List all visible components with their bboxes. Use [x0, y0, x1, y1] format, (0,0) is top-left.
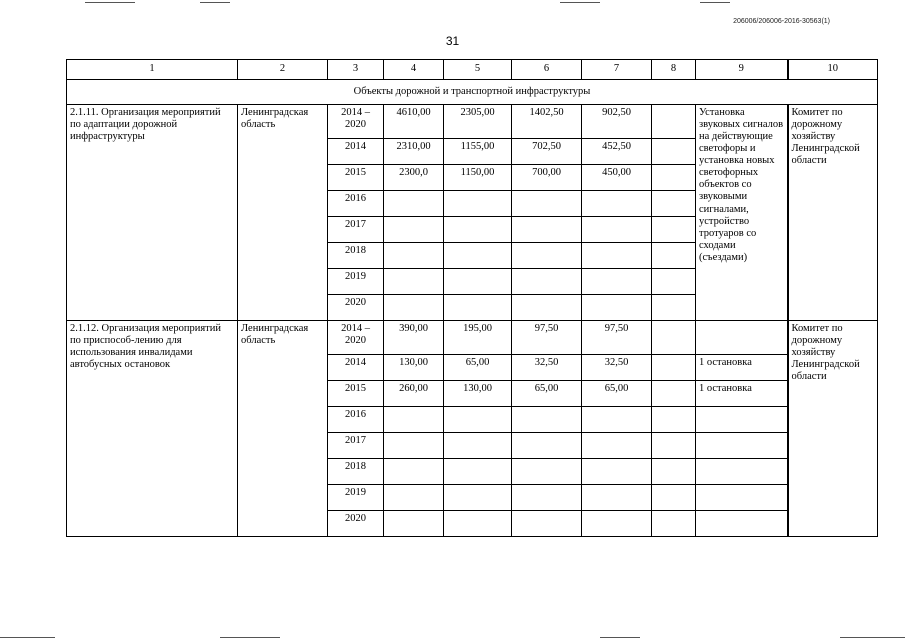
- scan-edge-line: [600, 637, 640, 638]
- value-cell-c4: 2310,00: [384, 139, 444, 165]
- value-cell-c4: [384, 433, 444, 459]
- value-cell-c4: [384, 459, 444, 485]
- expected-result-cell: [696, 407, 788, 433]
- value-cell-c5: 130,00: [444, 381, 512, 407]
- executor-name: Комитет по дорожному хозяйству Ленинградской области: [788, 105, 878, 321]
- scan-edge-line: [85, 2, 135, 3]
- program-table: [66, 59, 878, 537]
- value-cell-c6: [512, 407, 582, 433]
- year-cell: 2020: [328, 511, 384, 537]
- value-cell-c7: [582, 459, 652, 485]
- column-number-9: 9: [696, 60, 788, 80]
- column-number-4: 4: [384, 60, 444, 80]
- region-name: Ленинградская область: [238, 321, 328, 537]
- scan-edge-line: [0, 637, 55, 638]
- value-cell-c8: [652, 511, 696, 537]
- value-cell-c4: 260,00: [384, 381, 444, 407]
- value-cell-c8: [652, 295, 696, 321]
- table-body: [67, 60, 878, 537]
- value-cell-c4: 2300,0: [384, 165, 444, 191]
- value-cell-c5: 2305,00: [444, 105, 512, 139]
- value-cell-c7: 450,00: [582, 165, 652, 191]
- value-cell-c4: [384, 511, 444, 537]
- value-cell-c4: [384, 243, 444, 269]
- value-cell-c8: [652, 459, 696, 485]
- year-cell: 2017: [328, 433, 384, 459]
- value-cell-c6: [512, 243, 582, 269]
- value-cell-c8: [652, 355, 696, 381]
- value-cell-c7: 902,50: [582, 105, 652, 139]
- value-cell-c4: [384, 407, 444, 433]
- value-cell-c8: [652, 165, 696, 191]
- value-cell-c6: 32,50: [512, 355, 582, 381]
- value-cell-c7: [582, 407, 652, 433]
- value-cell-c6: 97,50: [512, 321, 582, 355]
- year-cell: 2020: [328, 295, 384, 321]
- section-title: Объекты дорожной и транспортной инфраструктуры: [67, 80, 878, 105]
- value-cell-c5: 65,00: [444, 355, 512, 381]
- column-number-row: [67, 60, 878, 80]
- value-cell-c8: [652, 485, 696, 511]
- section-row: [67, 80, 878, 105]
- expected-result-cell: [696, 485, 788, 511]
- region-name: Ленинградская область: [238, 105, 328, 321]
- year-cell: 2019: [328, 269, 384, 295]
- value-cell-c4: [384, 485, 444, 511]
- value-cell-c5: 1155,00: [444, 139, 512, 165]
- value-cell-c8: [652, 191, 696, 217]
- value-cell-c5: [444, 269, 512, 295]
- year-cell: 2015: [328, 165, 384, 191]
- value-cell-c6: 1402,50: [512, 105, 582, 139]
- year-cell: 2018: [328, 243, 384, 269]
- value-cell-c6: [512, 511, 582, 537]
- value-cell-c7: [582, 511, 652, 537]
- expected-result-cell: [696, 459, 788, 485]
- year-cell: 2014 – 2020: [328, 321, 384, 355]
- value-cell-c5: [444, 511, 512, 537]
- value-cell-c4: 130,00: [384, 355, 444, 381]
- value-cell-c6: [512, 459, 582, 485]
- column-number-1: 1: [67, 60, 238, 80]
- column-number-2: 2: [238, 60, 328, 80]
- value-cell-c7: [582, 295, 652, 321]
- value-cell-c4: 4610,00: [384, 105, 444, 139]
- value-cell-c4: [384, 295, 444, 321]
- value-cell-c7: [582, 269, 652, 295]
- value-cell-c7: [582, 433, 652, 459]
- year-cell: 2019: [328, 485, 384, 511]
- value-cell-c7: [582, 485, 652, 511]
- column-number-10: 10: [788, 60, 878, 80]
- year-row: [67, 105, 878, 139]
- value-cell-c5: [444, 217, 512, 243]
- value-cell-c8: [652, 407, 696, 433]
- value-cell-c6: [512, 217, 582, 243]
- year-cell: 2016: [328, 191, 384, 217]
- value-cell-c7: 65,00: [582, 381, 652, 407]
- measure-name: 2.1.11. Организация мероприятий по адаптации дорожной инфраструктуры: [67, 105, 238, 321]
- year-cell: 2014 – 2020: [328, 105, 384, 139]
- value-cell-c8: [652, 269, 696, 295]
- value-cell-c7: 32,50: [582, 355, 652, 381]
- value-cell-c8: [652, 105, 696, 139]
- value-cell-c5: [444, 433, 512, 459]
- value-cell-c8: [652, 381, 696, 407]
- value-cell-c6: [512, 485, 582, 511]
- value-cell-c5: [444, 485, 512, 511]
- value-cell-c7: [582, 191, 652, 217]
- value-cell-c4: [384, 191, 444, 217]
- value-cell-c4: 390,00: [384, 321, 444, 355]
- value-cell-c8: [652, 433, 696, 459]
- document-id: 206006/206006-2016-30563(1): [733, 18, 830, 25]
- value-cell-c8: [652, 217, 696, 243]
- expected-result-cell: 1 остановка: [696, 355, 788, 381]
- measure-name: 2.1.12. Организация мероприятий по приспособ-лению для использования инвалидами автобусных остановок: [67, 321, 238, 537]
- value-cell-c6: [512, 191, 582, 217]
- expected-result: Установка звуковых сигналов на действующие светофоры и установка новых светофорных объектов со звуковыми сигналами, устройство тротуаров со сходами (съездами): [696, 105, 788, 321]
- value-cell-c5: [444, 243, 512, 269]
- scan-edge-line: [700, 2, 730, 3]
- value-cell-c6: [512, 433, 582, 459]
- scan-edge-line: [560, 2, 600, 3]
- year-cell: 2015: [328, 381, 384, 407]
- value-cell-c5: [444, 459, 512, 485]
- column-number-5: 5: [444, 60, 512, 80]
- page-number: 31: [445, 34, 460, 48]
- value-cell-c4: [384, 217, 444, 243]
- column-number-6: 6: [512, 60, 582, 80]
- expected-result-cell: [696, 321, 788, 355]
- scan-edge-line: [840, 637, 905, 638]
- column-number-8: 8: [652, 60, 696, 80]
- value-cell-c8: [652, 321, 696, 355]
- year-cell: 2016: [328, 407, 384, 433]
- value-cell-c7: [582, 217, 652, 243]
- expected-result-cell: [696, 511, 788, 537]
- value-cell-c5: [444, 191, 512, 217]
- year-cell: 2014: [328, 139, 384, 165]
- value-cell-c6: 700,00: [512, 165, 582, 191]
- year-row: [67, 321, 878, 355]
- column-number-7: 7: [582, 60, 652, 80]
- value-cell-c8: [652, 139, 696, 165]
- value-cell-c5: [444, 295, 512, 321]
- year-cell: 2014: [328, 355, 384, 381]
- value-cell-c6: [512, 295, 582, 321]
- executor-name: Комитет по дорожному хозяйству Ленинградской области: [788, 321, 878, 537]
- value-cell-c5: 1150,00: [444, 165, 512, 191]
- value-cell-c6: 65,00: [512, 381, 582, 407]
- year-cell: 2018: [328, 459, 384, 485]
- value-cell-c7: 97,50: [582, 321, 652, 355]
- expected-result-cell: 1 остановка: [696, 381, 788, 407]
- column-number-3: 3: [328, 60, 384, 80]
- value-cell-c7: [582, 243, 652, 269]
- value-cell-c7: 452,50: [582, 139, 652, 165]
- scan-edge-line: [220, 637, 280, 638]
- value-cell-c5: 195,00: [444, 321, 512, 355]
- value-cell-c6: [512, 269, 582, 295]
- expected-result-cell: [696, 433, 788, 459]
- value-cell-c5: [444, 407, 512, 433]
- scan-edge-line: [200, 2, 230, 3]
- value-cell-c4: [384, 269, 444, 295]
- year-cell: 2017: [328, 217, 384, 243]
- value-cell-c8: [652, 243, 696, 269]
- value-cell-c6: 702,50: [512, 139, 582, 165]
